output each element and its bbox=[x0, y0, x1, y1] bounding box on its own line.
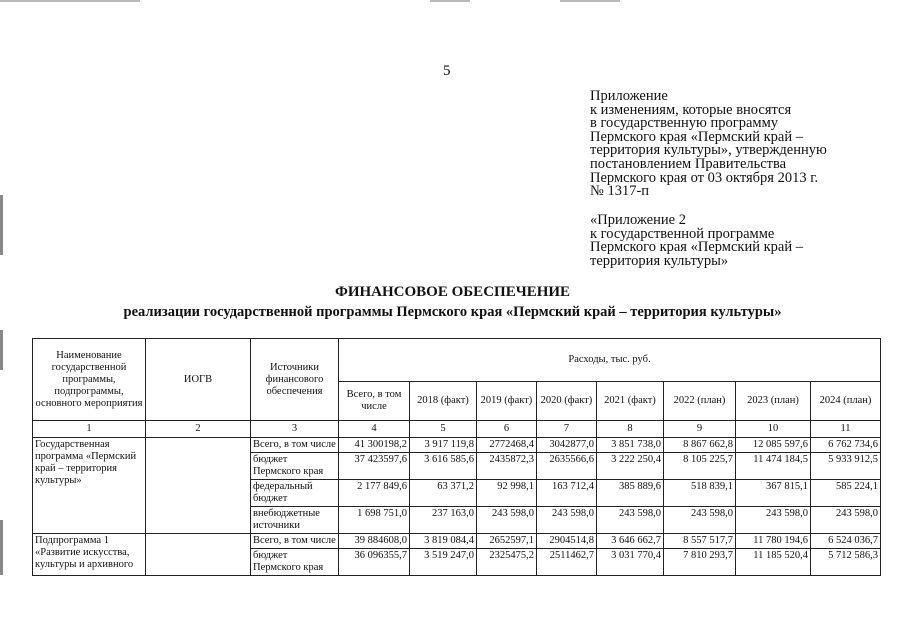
value-cell: 3 222 250,4 bbox=[597, 453, 664, 480]
column-number-cell: 10 bbox=[736, 421, 811, 438]
column-number-cell: 2 bbox=[146, 421, 251, 438]
value-cell: 2325475,2 bbox=[477, 549, 537, 576]
value-cell: 41 300198,2 bbox=[339, 438, 410, 453]
value-cell: 11 780 194,6 bbox=[736, 534, 811, 549]
value-cell: 3 851 738,0 bbox=[597, 438, 664, 453]
page-number: 5 bbox=[443, 63, 451, 79]
value-cell: 2435872,3 bbox=[477, 453, 537, 480]
value-cell: 243 598,0 bbox=[664, 507, 736, 534]
value-cell: 11 474 184,5 bbox=[736, 453, 811, 480]
value-cell: 2904514,8 bbox=[537, 534, 597, 549]
appendix-line: в государственную программу bbox=[590, 115, 779, 132]
value-cell: 12 085 597,6 bbox=[736, 438, 811, 453]
scan-edge-mark bbox=[0, 520, 3, 575]
value-cell: 243 598,0 bbox=[537, 507, 597, 534]
scan-top-line bbox=[0, 0, 140, 2]
source-cell: Всего, в том числе bbox=[251, 438, 339, 453]
appendix2-note bbox=[590, 214, 890, 268]
value-cell: 237 163,0 bbox=[410, 507, 477, 534]
value-cell: 3 646 662,7 bbox=[597, 534, 664, 549]
value-cell: 7 810 293,7 bbox=[664, 549, 736, 576]
document-subtitle: реализации государственной программы Пермского края «Пермский край – территория культуры» bbox=[123, 304, 782, 320]
column-number-cell: 1 bbox=[33, 421, 146, 438]
value-cell: 385 889,6 bbox=[597, 480, 664, 507]
value-cell: 3 031 770,4 bbox=[597, 549, 664, 576]
column-number-cell: 11 bbox=[811, 421, 881, 438]
document-title: ФИНАНСОВОЕ ОБЕСПЕЧЕНИЕ bbox=[334, 284, 571, 300]
appendix-line: территория культуры», утвержденную bbox=[590, 142, 827, 159]
value-cell: 5 712 586,3 bbox=[811, 549, 881, 576]
header-expenses: Расходы, тыс. руб. bbox=[339, 339, 881, 382]
value-cell: 2652597,1 bbox=[477, 534, 537, 549]
header-year: 2022 (план) bbox=[664, 382, 736, 421]
value-cell: 243 598,0 bbox=[477, 507, 537, 534]
value-cell: 243 598,0 bbox=[597, 507, 664, 534]
appendix-line: Приложение bbox=[590, 88, 668, 104]
source-cell: бюджет Пермского края bbox=[251, 453, 339, 480]
header-year: 2024 (план) bbox=[811, 382, 881, 421]
value-cell: 163 712,4 bbox=[537, 480, 597, 507]
scan-edge-mark bbox=[0, 330, 3, 370]
financing-table bbox=[32, 338, 881, 576]
source-cell: Всего, в том числе bbox=[251, 534, 339, 549]
table-row bbox=[33, 534, 881, 549]
value-cell: 3 616 585,6 bbox=[410, 453, 477, 480]
source-cell: внебюджетные источники bbox=[251, 507, 339, 534]
appendix-line: № 1317-п bbox=[590, 183, 650, 200]
column-number-cell: 8 bbox=[597, 421, 664, 438]
scan-edge-mark bbox=[0, 195, 3, 255]
value-cell: 6 524 036,7 bbox=[811, 534, 881, 549]
appendix-note bbox=[590, 90, 890, 199]
value-cell: 37 423597,6 bbox=[339, 453, 410, 480]
column-number-cell: 5 bbox=[410, 421, 477, 438]
header-year: 2020 (факт) bbox=[537, 382, 597, 421]
column-number-row bbox=[33, 421, 881, 438]
value-cell: 2511462,7 bbox=[537, 549, 597, 576]
value-cell: 3042877,0 bbox=[537, 438, 597, 453]
value-cell: 2635566,6 bbox=[537, 453, 597, 480]
column-number-cell: 6 bbox=[477, 421, 537, 438]
table-row bbox=[33, 438, 881, 453]
header-iogv: ИОГВ bbox=[146, 339, 251, 421]
value-cell: 1 698 751,0 bbox=[339, 507, 410, 534]
appendix-line: Пермского края от 03 октября 2013 г. bbox=[590, 169, 819, 186]
scan-top-line bbox=[430, 0, 470, 2]
value-cell: 2 177 849,6 bbox=[339, 480, 410, 507]
value-cell: 3 819 084,4 bbox=[410, 534, 477, 549]
value-cell: 243 598,0 bbox=[811, 507, 881, 534]
iogv-cell bbox=[146, 534, 251, 576]
value-cell: 3 917 119,8 bbox=[410, 438, 477, 453]
header-year: 2021 (факт) bbox=[597, 382, 664, 421]
value-cell: 11 185 520,4 bbox=[736, 549, 811, 576]
program-name-cell: Государственная программа «Пермский край – территория культуры» bbox=[33, 438, 146, 534]
value-cell: 63 371,2 bbox=[410, 480, 477, 507]
source-cell: федеральный бюджет bbox=[251, 480, 339, 507]
appendix-line: к изменениям, которые вносятся bbox=[590, 101, 792, 118]
column-number-cell: 3 bbox=[251, 421, 339, 438]
appendix-line: Пермского края «Пермский край – bbox=[590, 128, 803, 145]
value-cell: 243 598,0 bbox=[736, 507, 811, 534]
value-cell: 3 519 247,0 bbox=[410, 549, 477, 576]
header-year: 2023 (план) bbox=[736, 382, 811, 421]
source-cell: бюджет Пермского края bbox=[251, 549, 339, 576]
appendix2-line: территория культуры» bbox=[590, 252, 729, 269]
value-cell: 367 815,1 bbox=[736, 480, 811, 507]
appendix2-line: «Приложение 2 bbox=[590, 212, 686, 228]
value-cell: 39 884608,0 bbox=[339, 534, 410, 549]
scan-top-line bbox=[560, 0, 620, 2]
value-cell: 8 867 662,8 bbox=[664, 438, 736, 453]
appendix-line: постановлением Правительства bbox=[590, 155, 787, 172]
value-cell: 585 224,1 bbox=[811, 480, 881, 507]
value-cell: 36 096355,7 bbox=[339, 549, 410, 576]
header-name: Наименование государственной программы, подпрограммы, основного мероприятия bbox=[33, 339, 146, 421]
program-name-cell: Подпрограмма 1 «Развитие искусства, культуры и архивного bbox=[33, 534, 146, 576]
appendix2-line: Пермского края «Пермский край – bbox=[590, 239, 803, 256]
iogv-cell bbox=[146, 438, 251, 534]
header-year: 2019 (факт) bbox=[477, 382, 537, 421]
appendix2-line: к государственной программе bbox=[590, 225, 775, 242]
value-cell: 92 998,1 bbox=[477, 480, 537, 507]
value-cell: 5 933 912,5 bbox=[811, 453, 881, 480]
column-number-cell: 9 bbox=[664, 421, 736, 438]
column-number-cell: 7 bbox=[537, 421, 597, 438]
header-sources: Источники финансового обеспечения bbox=[251, 339, 339, 421]
header-year: 2018 (факт) bbox=[410, 382, 477, 421]
column-number-cell: 4 bbox=[339, 421, 410, 438]
value-cell: 518 839,1 bbox=[664, 480, 736, 507]
header-total: Всего, в том числе bbox=[339, 382, 410, 421]
value-cell: 8 557 517,7 bbox=[664, 534, 736, 549]
value-cell: 2772468,4 bbox=[477, 438, 537, 453]
value-cell: 8 105 225,7 bbox=[664, 453, 736, 480]
value-cell: 6 762 734,6 bbox=[811, 438, 881, 453]
